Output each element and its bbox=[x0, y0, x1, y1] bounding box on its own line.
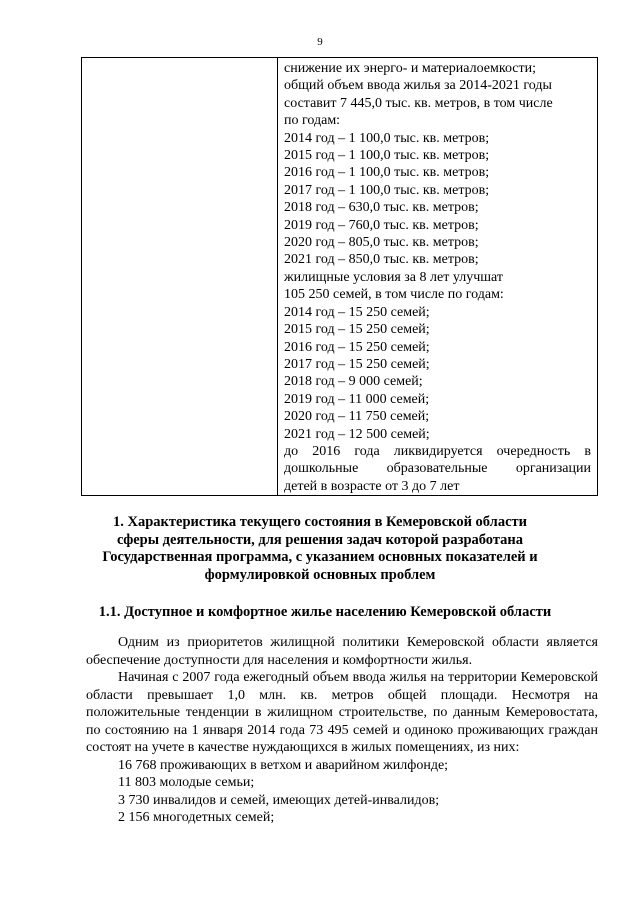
cell-line: 2015 год – 15 250 семей; bbox=[284, 322, 430, 338]
list-item: 3 730 инвалидов и семей, имеющих детей-инвалидов; bbox=[118, 792, 440, 808]
cell-line: до 2016 года ликвидируется очередность в bbox=[284, 443, 591, 459]
cell-line: 2018 год – 9 000 семей; bbox=[284, 374, 423, 390]
cell-line: общий объем ввода жилья за 2014-2021 годы bbox=[284, 78, 552, 94]
cell-line: 2021 год – 850,0 тыс. кв. метров; bbox=[284, 252, 479, 268]
body-text bbox=[86, 634, 598, 827]
cell-line: 2017 год – 1 100,0 тыс. кв. метров; bbox=[284, 182, 490, 198]
table-right-cell bbox=[278, 58, 598, 496]
heading-line: 1. Характеристика текущего состояния в Кемеровской области bbox=[113, 514, 527, 530]
cell-line: 2018 год – 630,0 тыс. кв. метров; bbox=[284, 200, 479, 216]
heading-line: Государственная программа, с указанием основных показателей и bbox=[102, 549, 538, 566]
list-item: 16 768 проживающих в ветхом и аварийном жилфонде; bbox=[118, 757, 449, 773]
section-1-1-heading: 1.1. Доступное и комфортное жилье населению Кемеровской области bbox=[98, 604, 552, 620]
cell-line: снижение их энерго- и материалоемкости; bbox=[284, 61, 537, 76]
cell-line: 105 250 семей, в том числе по годам: bbox=[284, 287, 504, 303]
cell-line: 2017 год – 15 250 семей; bbox=[284, 356, 430, 372]
cell-line: дошкольные образовательные организации bbox=[284, 461, 591, 477]
table-left-cell bbox=[82, 58, 278, 496]
paragraph: Начиная с 2007 года ежегодный объем ввода жилья на территории Кемеровской области превышает 1,0 млн. кв. метров общей площади. Несмотря на положительные тенденции в жилищном строительстве, по данным Кемеровостата, по состоянию на 1 января 2014 года 73 495 семей и одиноко проживающих граждан состоят на учете в качестве нуждающихся в жилых помещениях, из них: bbox=[86, 670, 598, 755]
cell-line: жилищные условия за 8 лет улучшат bbox=[284, 269, 504, 285]
cell-line: составит 7 445,0 тыс. кв. метров, в том числе bbox=[284, 95, 553, 111]
list-item: 2 156 многодетных семей; bbox=[118, 810, 275, 825]
section-1-heading bbox=[60, 514, 580, 584]
cell-line: детей в возрасте от 3 до 7 лет bbox=[284, 478, 460, 494]
heading-line: сферы деятельности, для решения задач которой разработана bbox=[116, 531, 524, 548]
cell-line: 2014 год – 15 250 семей; bbox=[284, 304, 430, 320]
cell-line: 2021 год – 12 500 семей; bbox=[284, 426, 430, 442]
cell-line: 2016 год – 1 100,0 тыс. кв. метров; bbox=[284, 165, 490, 181]
heading-line: формулировкой основных проблем bbox=[204, 566, 436, 583]
cell-text bbox=[278, 58, 597, 495]
cell-line: 2016 год – 15 250 семей; bbox=[284, 339, 430, 355]
program-table bbox=[81, 57, 598, 496]
cell-line: 2019 год – 11 000 семей; bbox=[284, 391, 430, 407]
cell-line: 2019 год – 760,0 тыс. кв. метров; bbox=[284, 217, 479, 233]
table-row bbox=[82, 58, 598, 496]
cell-line: 2015 год – 1 100,0 тыс. кв. метров; bbox=[284, 148, 490, 164]
cell-line: по годам: bbox=[284, 113, 341, 129]
cell-line: 2020 год – 11 750 семей; bbox=[284, 409, 430, 425]
cell-line: 2020 год – 805,0 тыс. кв. метров; bbox=[284, 235, 479, 251]
list-item: 11 803 молодые семьи; bbox=[118, 775, 255, 790]
page-number: 9 bbox=[317, 36, 323, 48]
paragraph: Одним из приоритетов жилищной политики Кемеровской области является обеспечение доступности для населения и комфортности жилья. bbox=[86, 635, 598, 668]
cell-line: 2014 год – 1 100,0 тыс. кв. метров; bbox=[284, 130, 490, 146]
